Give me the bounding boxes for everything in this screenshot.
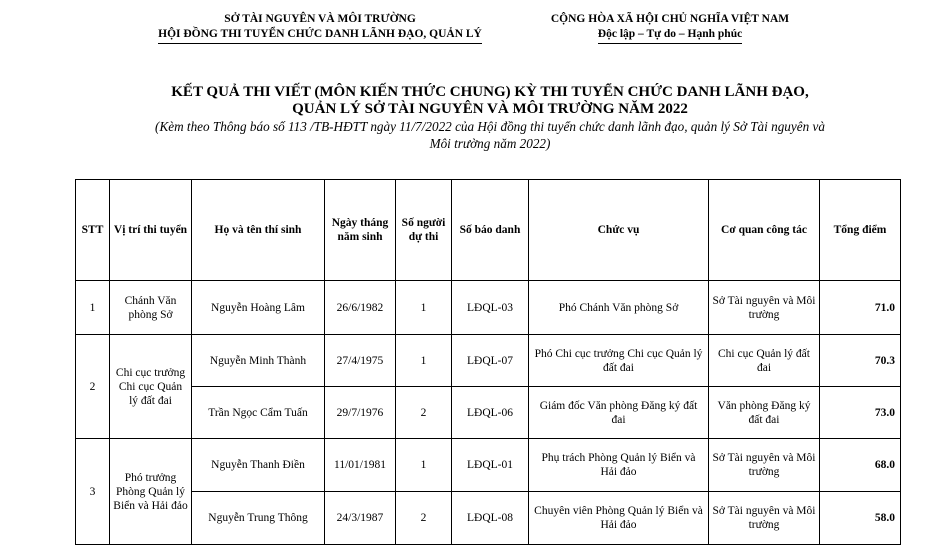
cell-count: 1 xyxy=(396,439,452,492)
cell-score: 71.0 xyxy=(820,281,901,335)
issuer-department: SỞ TÀI NGUYÊN VÀ MÔI TRƯỜNG xyxy=(224,13,416,25)
header-score: Tổng điểm xyxy=(820,180,901,281)
table-row xyxy=(76,439,901,492)
header-position: Vị trí thi tuyển xyxy=(110,180,192,281)
cell-count: 1 xyxy=(396,281,452,335)
header-role: Chức vụ xyxy=(529,180,709,281)
cell-sbd: LĐQL-06 xyxy=(452,387,529,439)
cell-name: Nguyễn Minh Thành xyxy=(192,335,325,387)
table-row xyxy=(76,335,901,387)
cell-position: Chánh Văn phòng Sở xyxy=(110,281,192,335)
cell-name: Trần Ngọc Cẩm Tuấn xyxy=(192,387,325,439)
cell-score: 58.0 xyxy=(820,492,901,545)
national-header xyxy=(540,12,800,44)
cell-org: Văn phòng Đăng ký đất đai xyxy=(709,387,820,439)
cell-org: Chi cục Quản lý đất đai xyxy=(709,335,820,387)
cell-dob: 11/01/1981 xyxy=(325,439,396,492)
document-note-line1: (Kèm theo Thông báo số 113 /TB-HĐTT ngày 11/7/2022 của Hội đồng thi tuyển chức danh lãnh đạo, quản lý Sở Tài nguyên và xyxy=(155,119,825,134)
document-note-line2: Môi trường năm 2022) xyxy=(429,136,551,151)
header-stt: STT xyxy=(76,180,110,281)
cell-name: Nguyễn Thanh Điền xyxy=(192,439,325,492)
table-row xyxy=(76,281,901,335)
header-dob: Ngày tháng năm sinh xyxy=(325,180,396,281)
national-motto: Độc lập – Tự do – Hạnh phúc xyxy=(598,27,742,44)
cell-org: Sở Tài nguyên và Môi trường xyxy=(709,439,820,492)
table-row xyxy=(76,492,901,545)
cell-sbd: LĐQL-07 xyxy=(452,335,529,387)
cell-dob: 24/3/1987 xyxy=(325,492,396,545)
cell-role: Phụ trách Phòng Quản lý Biển và Hải đảo xyxy=(529,439,709,492)
header-count: Số người dự thi xyxy=(396,180,452,281)
cell-org: Sở Tài nguyên và Môi trường xyxy=(709,492,820,545)
table-header-row xyxy=(76,180,901,281)
cell-stt: 2 xyxy=(76,335,110,439)
cell-name: Nguyễn Trung Thông xyxy=(192,492,325,545)
header-sbd: Số báo danh xyxy=(452,180,529,281)
issuer-council: HỘI ĐỒNG THI TUYỂN CHỨC DANH LÃNH ĐẠO, QUẢN LÝ xyxy=(158,27,482,44)
cell-stt: 1 xyxy=(76,281,110,335)
cell-position: Chi cục trưởng Chi cục Quản lý đất đai xyxy=(110,335,192,439)
cell-org: Sở Tài nguyên và Môi trường xyxy=(709,281,820,335)
cell-role: Giám đốc Văn phòng Đăng ký đất đai xyxy=(529,387,709,439)
document-titles xyxy=(60,84,920,152)
table-row xyxy=(76,387,901,439)
cell-dob: 29/7/1976 xyxy=(325,387,396,439)
cell-role: Chuyên viên Phòng Quản lý Biển và Hải đảo xyxy=(529,492,709,545)
cell-stt: 3 xyxy=(76,439,110,545)
cell-score: 70.3 xyxy=(820,335,901,387)
national-title: CỘNG HÒA XÃ HỘI CHỦ NGHĨA VIỆT NAM xyxy=(550,13,790,25)
issuer-header xyxy=(120,12,520,44)
cell-dob: 27/4/1975 xyxy=(325,335,396,387)
document-title-line1: KẾT QUẢ THI VIẾT (MÔN KIẾN THỨC CHUNG) KỲ THI TUYỂN CHỨC DANH LÃNH ĐẠO, xyxy=(171,84,809,100)
cell-position: Phó trưởng Phòng Quản lý Biển và Hải đảo xyxy=(110,439,192,545)
cell-name: Nguyễn Hoàng Lâm xyxy=(192,281,325,335)
cell-sbd: LĐQL-03 xyxy=(452,281,529,335)
cell-score: 73.0 xyxy=(820,387,901,439)
cell-score: 68.0 xyxy=(820,439,901,492)
cell-sbd: LĐQL-08 xyxy=(452,492,529,545)
results-table xyxy=(75,179,901,545)
cell-count: 1 xyxy=(396,335,452,387)
cell-sbd: LĐQL-01 xyxy=(452,439,529,492)
header-name: Họ và tên thí sinh xyxy=(192,180,325,281)
header-org: Cơ quan công tác xyxy=(709,180,820,281)
document-title-line2: QUẢN LÝ SỞ TÀI NGUYÊN VÀ MÔI TRƯỜNG NĂM 2022 xyxy=(292,101,688,117)
cell-role: Phó Chi cục trưởng Chi cục Quản lý đất đai xyxy=(529,335,709,387)
cell-dob: 26/6/1982 xyxy=(325,281,396,335)
cell-count: 2 xyxy=(396,492,452,545)
cell-count: 2 xyxy=(396,387,452,439)
cell-role: Phó Chánh Văn phòng Sở xyxy=(529,281,709,335)
